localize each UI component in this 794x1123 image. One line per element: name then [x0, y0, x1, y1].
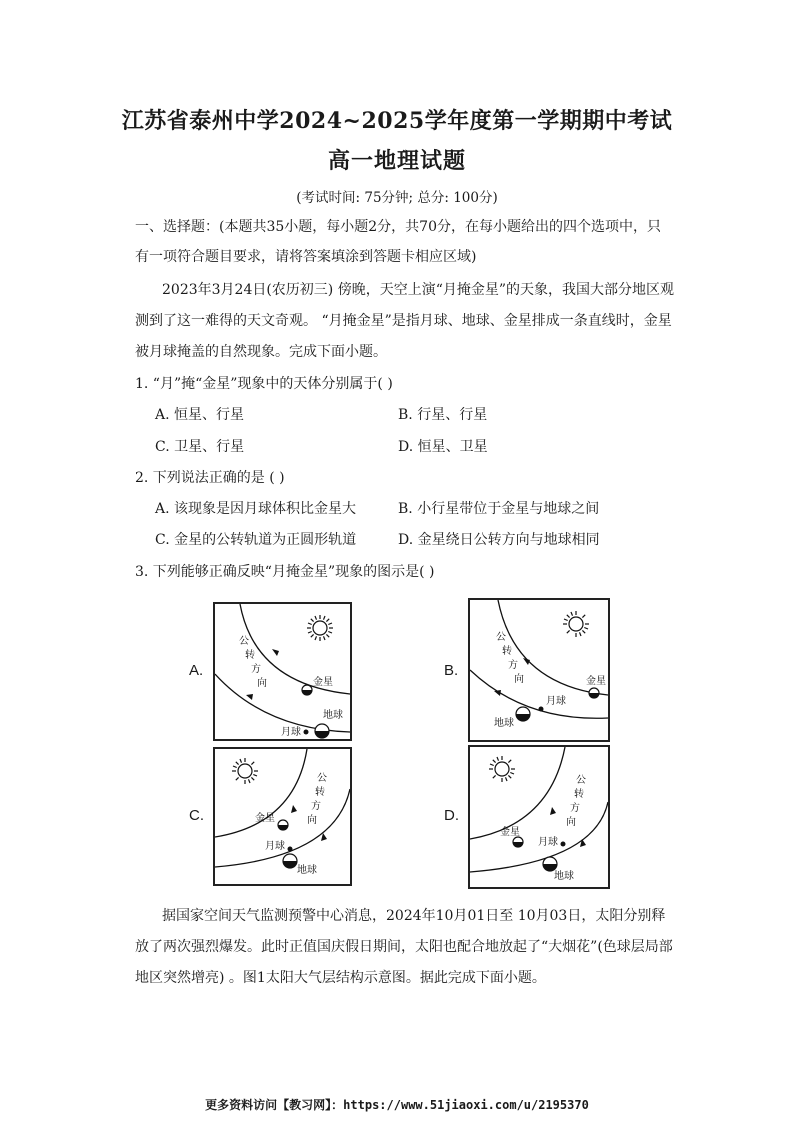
figure-b-label: B. — [444, 662, 459, 679]
arrow-icon — [494, 690, 501, 696]
figure-c — [213, 747, 352, 886]
venus-label: 金星 — [255, 813, 275, 824]
moon-label: 月球 — [546, 696, 566, 707]
moon-icon — [304, 730, 309, 735]
venus-label: 金星 — [586, 676, 606, 687]
exam-time-info: (考试时间: 75分钟; 总分: 100分) — [296, 190, 498, 206]
exam-subject-title: 高一地理试题 — [327, 148, 466, 174]
earth-label: 地球 — [323, 710, 343, 721]
question2-option-b: B. 小行星带位于金星与地球之间 — [398, 501, 600, 517]
venus-label: 金星 — [313, 677, 333, 688]
orbit-direction-char: 方 — [251, 664, 261, 675]
moon-icon — [539, 707, 544, 712]
footer-link[interactable]: 更多资料访问【教习网】：https://www.51jiaoxi.com/u/2195370 — [205, 1098, 589, 1112]
question2-option-d: D. 金星绕日公转方向与地球相同 — [398, 532, 600, 548]
passage2-line3: 地区突然增亮) 。图1太阳大气层结构示意图。据此完成下面小题。 — [135, 970, 546, 986]
section-intro-line2: 有一项符合题目要求，请将答案填涂到答题卡相应区域) — [135, 249, 477, 265]
orbit-direction-char: 转 — [315, 787, 325, 798]
orbit-direction-char: 方 — [311, 801, 321, 812]
passage1-line2: 测到了这一难得的天文奇观。 “月掩金星”是指月球、地球、金星排成一条直线时，金星 — [135, 313, 672, 329]
moon-label: 月球 — [281, 727, 301, 738]
orbit-direction-char: 方 — [570, 803, 580, 814]
orbit-direction-char: 公 — [576, 775, 586, 786]
orbit-direction-char: 向 — [514, 674, 524, 685]
sun-icon — [489, 756, 515, 782]
question1-option-b: B. 行星、行星 — [398, 407, 488, 423]
question3-stem: 3. 下列能够正确反映“月掩金星”现象的图示是( ) — [135, 564, 435, 580]
question1-option-d: D. 恒星、卫星 — [398, 439, 488, 455]
orbit-direction-char: 转 — [502, 646, 512, 657]
earth-label: 地球 — [494, 718, 514, 729]
orbit-direction-char: 向 — [566, 817, 576, 828]
arrow-icon — [272, 649, 279, 656]
question2-option-a: A. 该现象是因月球体积比金星大 — [155, 501, 357, 517]
sun-icon — [563, 611, 589, 637]
earth-label: 地球 — [554, 871, 574, 882]
orbit-direction-char: 向 — [257, 678, 267, 689]
moon-icon — [288, 847, 293, 852]
moon-icon — [561, 842, 566, 847]
orbit-direction-char: 向 — [307, 815, 317, 826]
figure-c-label: C. — [189, 807, 204, 824]
figure-a — [213, 602, 352, 741]
passage1-line3: 被月球掩盖的自然现象。完成下面小题。 — [135, 344, 387, 360]
orbit-direction-char: 公 — [239, 636, 249, 647]
orbit-direction-char: 公 — [317, 773, 327, 784]
orbit-direction-char: 转 — [574, 789, 584, 800]
figure-a-label: A. — [189, 662, 204, 679]
question2-option-c: C. 金星的公转轨道为正圆形轨道 — [155, 532, 357, 548]
passage2-line2: 放了两次强烈爆发。此时正值国庆假日期间，太阳也配合地放起了“大烟花”(色球层局部 — [135, 939, 673, 955]
orbit-direction-char: 转 — [245, 650, 255, 661]
venus-orbit — [470, 747, 565, 839]
question1-option-a: A. 恒星、行星 — [155, 407, 245, 423]
arrow-icon — [523, 658, 530, 665]
orbit-direction-char: 方 — [508, 660, 518, 671]
earth-label: 地球 — [297, 865, 317, 876]
question1-stem: 1. “月”掩“金星”现象中的天体分别属于( ) — [135, 376, 393, 392]
orbit-direction-char: 公 — [496, 632, 506, 643]
exam-title: 江苏省泰州中学2024~2025学年度第一学期期中考试 — [121, 108, 673, 134]
figure-b — [468, 598, 610, 742]
passage1-line1: 2023年3月24日(农历初三) 傍晚，天空上演“月掩金星”的天象，我国大部分地区观 — [162, 282, 675, 298]
sun-icon — [307, 615, 333, 641]
venus-label: 金星 — [500, 827, 520, 838]
arrow-icon — [291, 805, 297, 813]
arrow-icon — [246, 694, 253, 700]
arrow-icon — [550, 807, 556, 815]
question1-option-c: C. 卫星、行星 — [155, 439, 245, 455]
question2-stem: 2. 下列说法正确的是 ( ) — [135, 470, 285, 486]
moon-label: 月球 — [265, 841, 285, 852]
section-intro-line1: 一、选择题：(本题共35小题，每小题2分，共70分，在每小题给出的四个选项中，只 — [135, 219, 661, 235]
figure-d-label: D. — [444, 807, 459, 824]
figure-d — [468, 745, 610, 889]
passage2-line1: 据国家空间天气监测预警中心消息，2024年10月01日至 10月03日，太阳分别释 — [162, 908, 666, 924]
sun-icon — [232, 758, 258, 784]
moon-label: 月球 — [538, 837, 558, 848]
